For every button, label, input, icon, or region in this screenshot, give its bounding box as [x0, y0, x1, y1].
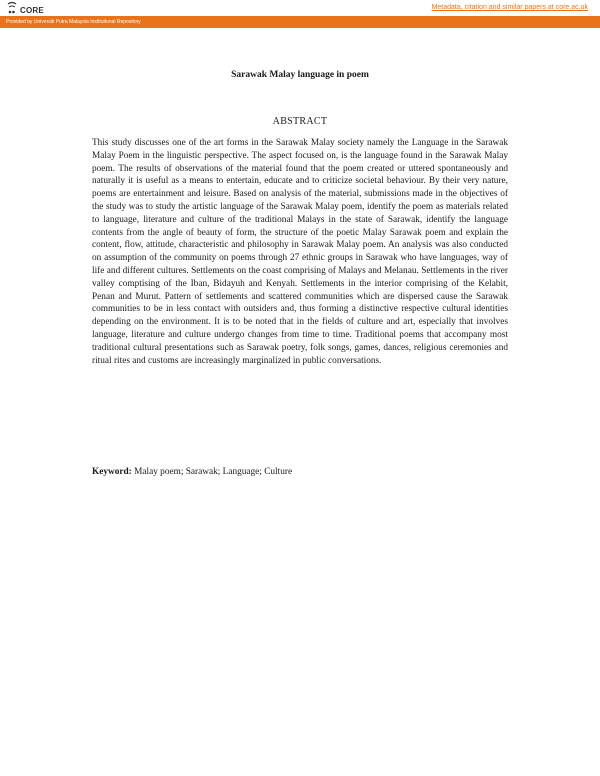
paper-title: Sarawak Malay language in poem — [231, 70, 369, 80]
keywords-line — [92, 466, 508, 478]
core-logo[interactable] — [6, 1, 44, 15]
core-metadata-link[interactable]: Metadata, citation and similar papers at core.ac.uk — [431, 4, 588, 11]
abstract-heading: ABSTRACT — [272, 116, 328, 127]
core-provided-bar — [0, 16, 600, 28]
core-brand-text: CORE — [20, 6, 44, 15]
keyword-label: Keyword: — [92, 467, 132, 477]
core-logo-icon — [6, 1, 18, 15]
core-provided-text: Provided by Universiti Putra Malaysia Institutional Repository — [6, 19, 141, 25]
abstract-body: This study discusses one of the art forms in the Sarawak Malay society namely the Language in the Sarawak Malay Poem in the linguistic perspective. The aspect focused on, is the language found in the Sarawak Malay poem. The results of observations of the material found that the poem created or uttered spontaneously and naturally it is useful as a means to entertain, educate and to criticize societal behaviour. By their very nature, poems are entertainment and leisure. Based on analysis of the material, submissions made in the objectives of the study was to study the artistic language of the Sarawak Malay poem, identify the poem as materials related to language, literature and culture of the traditional Malays in the state of Sarawak, identify the language contents from the angle of beauty of form, the structure of the poetic Malay Sarawak poem and explain the content, flow, attitude, characteristic and philosophy in Sarawak Malay poem. An analysis was also conducted on assumption of the community on poems through 27 ethnic groups in Sarawak who have languages, way of life and different cultures. Settlements on the coast comprising of Malays and Melanau. Settlements in the river valley comptising of the Iban, Bidayuh and Kenyah. Settlements in the interior comprising of the Kelabit, Penan and Murut. Pattern of settlements and scattered communities which are dispersed cause the Sarawak communities to be in less contact with outsiders and, thus forming a distinctive respective cultural identities depending on the environment. It is to be noted that in the fields of culture and art, especially that involves language, literature and culture undergo changes from time to time. Traditional poems that accompany most traditional cultural presentations such as Sarawak poetry, folk songs, games, dances, religious ceremonies and ritual rites and customs are increasingly marginalized in public conversations. — [92, 138, 508, 366]
core-header — [0, 0, 600, 16]
keyword-values: Malay poem; Sarawak; Language; Culture — [134, 467, 293, 477]
